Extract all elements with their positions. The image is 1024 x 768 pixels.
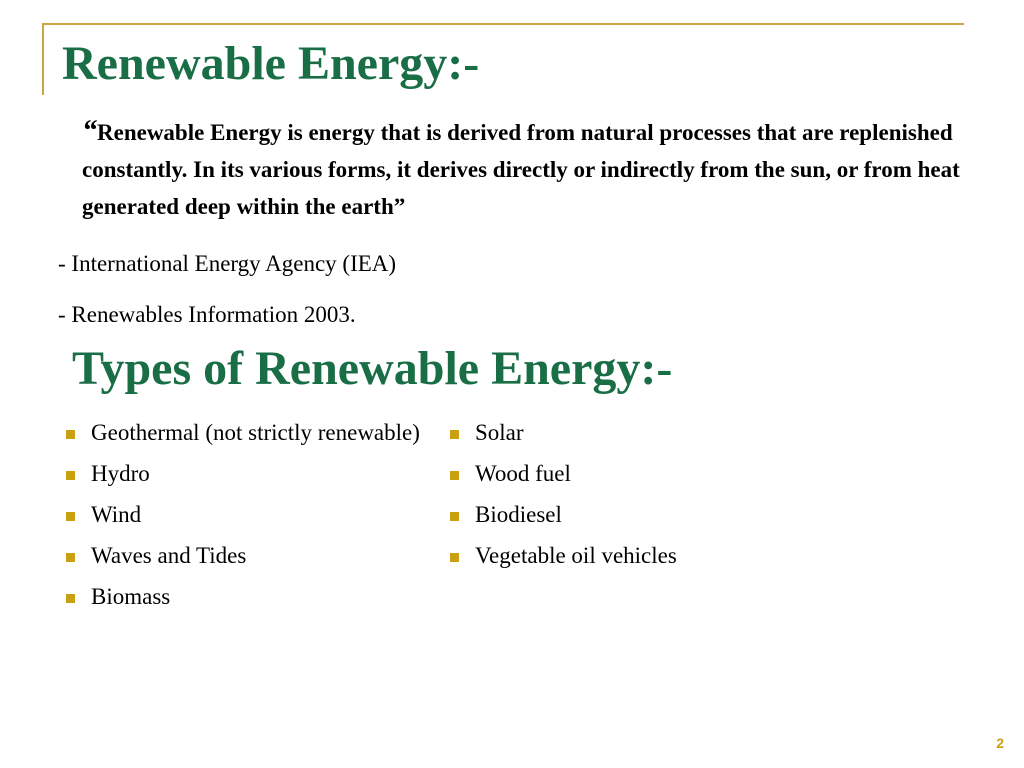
- list-item-label: Biodiesel: [475, 502, 562, 527]
- bullet-icon: [450, 471, 459, 480]
- accent-line-vertical: [42, 23, 44, 95]
- list-item: [66, 462, 420, 503]
- types-list-right: [450, 421, 677, 585]
- slide-title: Renewable Energy:-: [62, 37, 480, 90]
- list-item: [66, 544, 420, 585]
- list-item-label: Wood fuel: [475, 461, 571, 486]
- list-item-label: Geothermal (not strictly renewable): [91, 420, 420, 445]
- bullet-icon: [66, 471, 75, 480]
- list-item: [66, 421, 420, 462]
- source-iea: - International Energy Agency (IEA): [58, 251, 397, 276]
- list-item: [66, 503, 420, 544]
- list-item: [450, 503, 677, 544]
- open-quote-mark: “: [82, 114, 97, 147]
- bullet-icon: [450, 553, 459, 562]
- bullet-icon: [66, 430, 75, 439]
- quote-text: Renewable Energy is energy that is derived from natural processes that are replenished constantly. In its various forms, it derives directly or indirectly from the sun, or from heat generated deep within the earth”: [82, 120, 960, 219]
- page-number: 2: [996, 735, 1004, 751]
- types-heading: Types of Renewable Energy:-: [72, 342, 673, 395]
- bullet-icon: [66, 594, 75, 603]
- types-list-left: [66, 421, 420, 626]
- list-item-label: Wind: [91, 502, 142, 527]
- list-item: [66, 585, 420, 626]
- list-item-label: Vegetable oil vehicles: [475, 543, 677, 568]
- bullet-icon: [66, 512, 75, 521]
- list-item-label: Biomass: [91, 584, 171, 609]
- bullet-icon: [450, 512, 459, 521]
- bullet-icon: [66, 553, 75, 562]
- list-item: [450, 544, 677, 585]
- list-item-label: Hydro: [91, 461, 150, 486]
- list-item-label: Waves and Tides: [91, 543, 247, 568]
- definition-quote: [82, 112, 982, 225]
- list-item: [450, 462, 677, 503]
- list-item: [450, 421, 677, 462]
- list-item-label: Solar: [475, 420, 524, 445]
- bullet-icon: [450, 430, 459, 439]
- source-renewables-info: - Renewables Information 2003.: [58, 302, 356, 327]
- accent-line-horizontal: [42, 23, 964, 25]
